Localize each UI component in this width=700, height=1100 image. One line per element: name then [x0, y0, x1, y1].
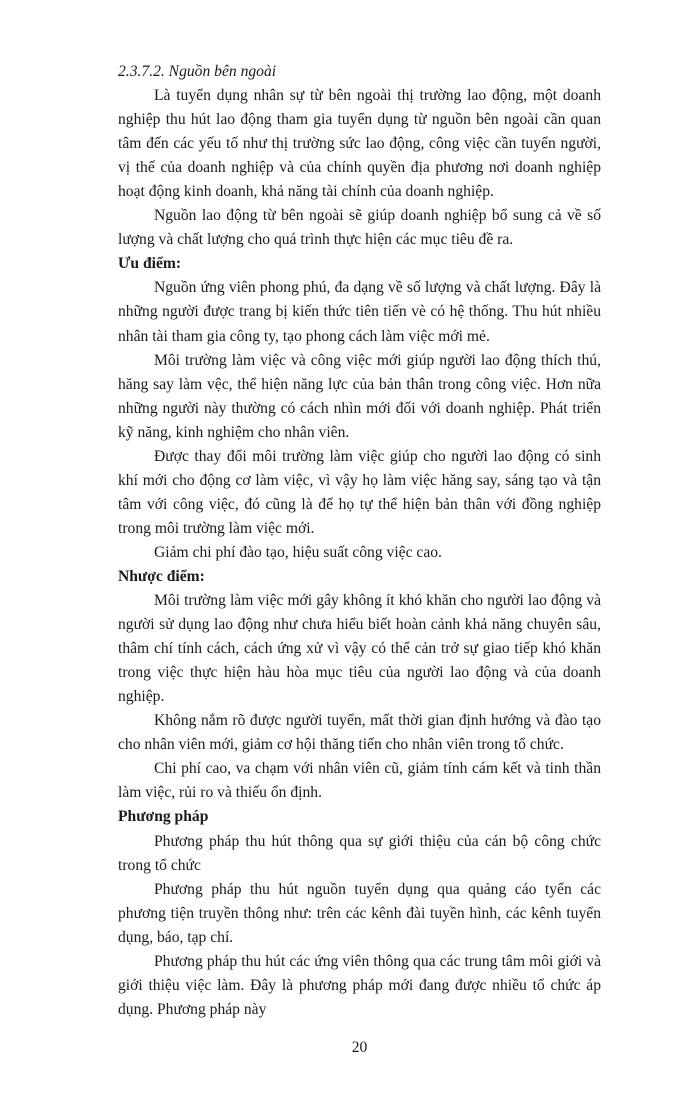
paragraph: Được thay đổi môi trường làm việc giúp cho người lao động có sinh khí mới cho động cơ làm việc, vì vậy họ làm việc hăng say, sáng tạo và tận tâm với công việc, đó cũng là để họ tự thể hiện bản thân với đồng nghiệp trong môi trường làm việc mới.: [118, 447, 601, 537]
paragraph: Không nắm rõ được người tuyển, mất thời gian định hướng và đào tạo cho nhân viên mới, giảm cơ hội thăng tiến cho nhân viên trong tổ chức.: [118, 712, 601, 754]
disadvantages-heading: Nhược điểm:: [118, 567, 205, 585]
advantages-heading: Ưu điểm:: [118, 255, 182, 273]
document-body: [118, 60, 601, 1022]
paragraph: Là tuyển dụng nhân sự từ bên ngoài thị trường lao động, một doanh nghiệp thu hút lao động tham gia tuyển dụng từ nguồn bên ngoài cần quan tâm đến các yếu tố như thị trường sức lao động, công việc cần tuyển người, vị thế của doanh nghiệp và của chính quyền địa phương nơi doanh nghiệp hoạt động kinh doanh, khả năng tài chính của doanh nghiệp.: [118, 87, 601, 201]
methods-heading: Phương pháp: [118, 808, 209, 826]
paragraph: Phương pháp thu hút thông qua sự giới thiệu của cán bộ công chức trong tổ chức: [118, 832, 601, 874]
paragraph: Giảm chi phí đào tạo, hiệu suất công việc cao.: [154, 543, 442, 561]
paragraph: Nguồn ứng viên phong phú, đa dạng về số lượng và chất lượng. Đây là những người được trang bị kiến thức tiên tiến vè có hệ thống. Thu hút nhiều nhân tài tham gia công ty, tạo phong cách làm việc mới mẻ.: [118, 279, 601, 345]
paragraph: Chi phí cao, va chạm với nhân viên cũ, giảm tính cám kết và tinh thần làm việc, rủi ro và thiếu ổn định.: [118, 760, 601, 802]
paragraph: Phương pháp thu hút nguồn tuyển dụng qua quảng cáo tyển các phương tiện truyền thông như: trên các kênh đài tuyền hình, các kênh tuyển dụng, báo, tạp chí.: [118, 880, 601, 946]
paragraph: Phương pháp thu hút các ứng viên thông qua các trung tâm môi giới và giới thiệu việc làm. Đây là phương pháp mới đang được nhiều tổ chức áp dụng. Phương pháp này: [118, 952, 601, 1018]
paragraph: Môi trường làm việc và công việc mới giúp người lao động thích thú, hăng say làm vệc, thể hiện năng lực của bản thân trong công việc. Hơn nữa những người này thường có cách nhìn mới đối với doanh nghiệp. Phát triển kỹ năng, kinh nghiệm cho nhân viên.: [118, 351, 601, 441]
page-number: 20: [351, 1038, 368, 1056]
paragraph: Môi trường làm việc mới gây không ít khó khăn cho người lao động và người sử dụng lao động như chưa hiểu biết hoàn cảnh khả năng chuyên sâu, thâm chí tính cách, cách ứng xử vì vậy có thể cản trở sự giao tiếp khó khăn trong việc thực hiện hàu hòa mục tiêu của người lao động và của doanh nghiệp.: [118, 592, 601, 706]
section-heading: 2.3.7.2. Nguồn bên ngoài: [118, 63, 277, 80]
paragraph: Nguồn lao động từ bên ngoài sẽ giúp doanh nghiệp bổ sung cả về số lượng và chất lượng cho quá trình thực hiện các mục tiêu đề ra.: [118, 207, 601, 249]
